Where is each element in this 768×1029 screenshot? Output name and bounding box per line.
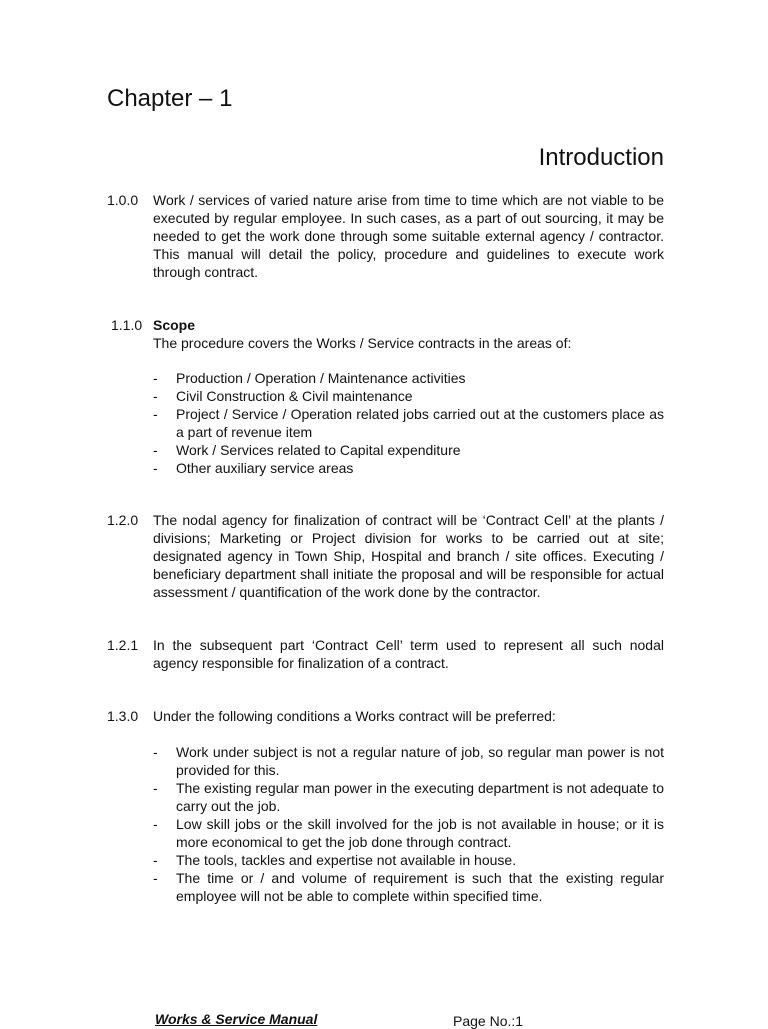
- list-item: - Civil Construction & Civil maintenance: [153, 388, 413, 404]
- paragraph-number: 1.0.0: [107, 192, 139, 208]
- conditions-list: [153, 743, 664, 905]
- list-item: - The existing regular man power in the executing department is not adequate to carry out the job.: [153, 780, 664, 814]
- footer-manual-name: Works & Service Manual: [155, 1011, 318, 1027]
- list-item: - The tools, tackles and expertise not available in house.: [153, 852, 517, 868]
- dash-marker: -: [153, 460, 158, 476]
- dash-marker: -: [153, 370, 158, 386]
- paragraph-number: 1.2.0: [107, 512, 139, 528]
- paragraph-number: 1.2.1: [107, 637, 139, 653]
- list-item: - Production / Operation / Maintenance activities: [153, 370, 466, 386]
- paragraph-1-2-0: [107, 511, 664, 601]
- dash-marker: -: [153, 388, 158, 404]
- list-item: - Low skill jobs or the skill involved for the job is not available in house; or it is more economical to get the job done through contract.: [153, 816, 664, 850]
- paragraph-number: 1.3.0: [107, 708, 139, 724]
- dash-marker: -: [153, 744, 158, 760]
- list-item: - Project / Service / Operation related jobs carried out at the customers place as a part of revenue item: [153, 406, 664, 440]
- list-item: - Work under subject is not a regular nature of job, so regular man power is not provided for this.: [153, 744, 664, 778]
- dash-marker: -: [153, 442, 158, 458]
- dash-marker: -: [153, 780, 158, 796]
- section-title: Introduction: [538, 144, 664, 171]
- paragraph-text: The procedure covers the Works / Service contracts in the areas of:: [153, 335, 572, 351]
- footer-page-number: Page No.:1: [453, 1013, 524, 1029]
- scope-heading: Scope: [153, 317, 196, 333]
- paragraph-1-3-0: [107, 707, 664, 725]
- paragraph-text: Work / services of varied nature arise from time to time which are not viable to be executed by regular employee. In such cases, as a part of out sourcing, it may be needed to get the work done through some suitable external agency / contractor. This manual will detail the policy, procedure and guidelines to execute work through contract.: [153, 192, 664, 280]
- dash-marker: -: [153, 852, 158, 868]
- list-item: - Work / Services related to Capital expenditure: [153, 442, 461, 458]
- list-item: - The time or / and volume of requirement is such that the existing regular employee will not be able to complete within specified time.: [153, 870, 664, 904]
- paragraph-text: The nodal agency for finalization of contract will be ‘Contract Cell’ at the plants / divisions; Marketing or Project division for works to be carried out at site; designated agency in Town Ship, Hospital and branch / site offices. Executing / beneficiary department shall initiate the proposal and will be responsible for actual assessment / quantification of the work done by the contractor.: [153, 512, 664, 600]
- paragraph-number: 1.1.0: [111, 317, 143, 333]
- dash-marker: -: [153, 870, 158, 886]
- paragraph-1-1-0: [111, 316, 668, 352]
- list-item: - Other auxiliary service areas: [153, 460, 354, 476]
- paragraph-text: Under the following conditions a Works contract will be preferred:: [153, 708, 556, 724]
- chapter-title: Chapter – 1: [107, 85, 233, 112]
- paragraph-1-0-0: [107, 191, 664, 281]
- paragraph-1-2-1: [107, 636, 664, 672]
- paragraph-text: In the subsequent part ‘Contract Cell’ term used to represent all such nodal agency responsible for finalization of a contract.: [153, 637, 664, 671]
- dash-marker: -: [153, 406, 158, 422]
- scope-list: [153, 369, 664, 477]
- dash-marker: -: [153, 816, 158, 832]
